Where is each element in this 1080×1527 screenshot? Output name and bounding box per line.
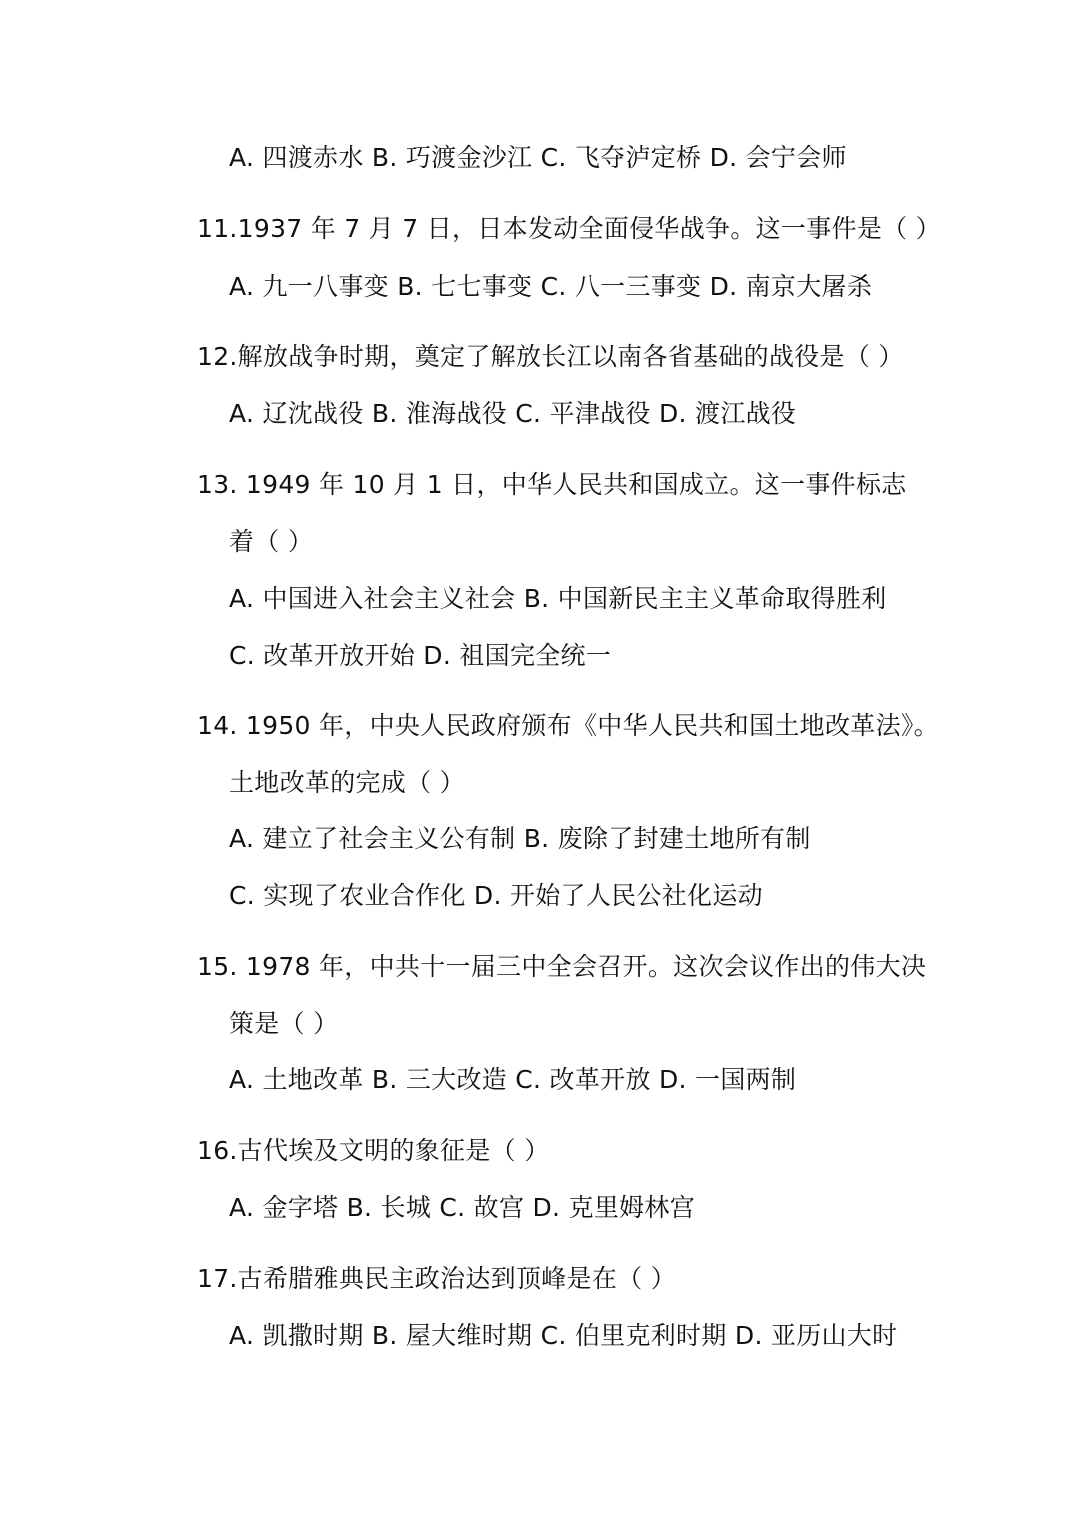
q13-options-cd: C. 改革开放开始 D. 祖国完全统一 (229, 641, 612, 670)
q14-question: 14. 1950 年，中央人民政府颁布《中华人民共和国土地改革法》。 (197, 711, 939, 740)
q12-options: A. 辽沈战役 B. 淮海战役 C. 平津战役 D. 渡江战役 (229, 399, 797, 428)
q14-options-ab: A. 建立了社会主义公有制 B. 废除了封建土地所有制 (229, 824, 811, 853)
q17-question: 17.古希腊雅典民主政治达到顶峰是在（ ） (197, 1264, 677, 1293)
q13-question-continued: 着（ ） (229, 527, 314, 556)
q17-options: A. 凯撒时期 B. 屋大维时期 C. 伯里克利时期 D. 亚历山大时 (229, 1321, 898, 1350)
q10-options: A. 四渡赤水 B. 巧渡金沙江 C. 飞夺泸定桥 D. 会宁会师 (229, 143, 847, 172)
q14-question-continued: 土地改革的完成（ ） (229, 768, 465, 797)
q11-options: A. 九一八事变 B. 七七事变 C. 八一三事变 D. 南京大屠杀 (229, 272, 873, 301)
q15-question-continued: 策是（ ） (229, 1009, 339, 1038)
q15-question: 15. 1978 年，中共十一届三中全会召开。这次会议作出的伟大决 (197, 952, 927, 981)
q11-question: 11.1937 年 7 月 7 日，日本发动全面侵华战争。这一事件是（ ） (197, 214, 941, 243)
q13-options-ab: A. 中国进入社会主义社会 B. 中国新民主主义革命取得胜利 (229, 584, 887, 613)
q13-question: 13. 1949 年 10 月 1 日，中华人民共和国成立。这一事件标志 (197, 470, 907, 499)
q15-options: A. 土地改革 B. 三大改造 C. 改革开放 D. 一国两制 (229, 1065, 797, 1094)
q16-question: 16.古代埃及文明的象征是（ ） (197, 1136, 550, 1165)
q14-options-cd: C. 实现了农业合作化 D. 开始了人民公社化运动 (229, 881, 763, 910)
q16-options: A. 金字塔 B. 长城 C. 故宫 D. 克里姆林宫 (229, 1193, 696, 1222)
q12-question: 12.解放战争时期，奠定了解放长江以南各省基础的战役是（ ） (197, 342, 904, 371)
